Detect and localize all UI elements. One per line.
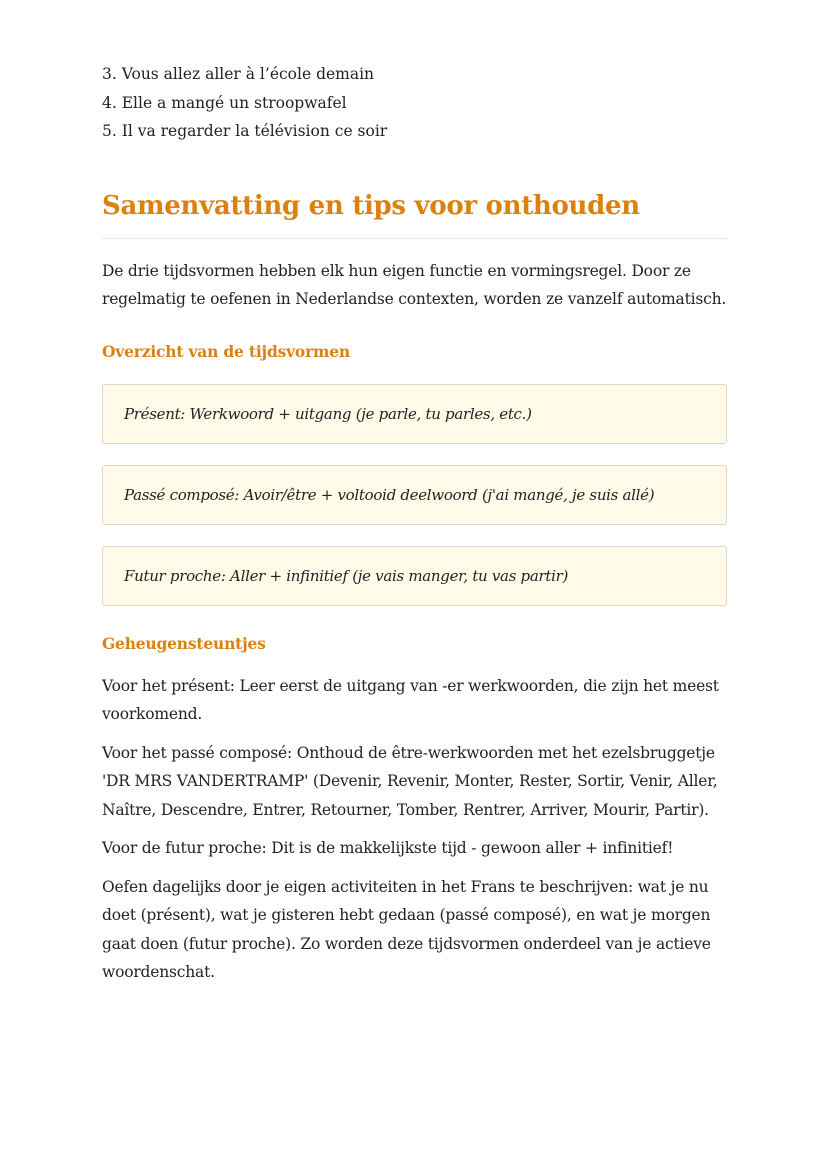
list-item: 4. Elle a mangé un stroopwafel — [102, 93, 347, 112]
list-item: 3. Vous allez aller à l’école demain — [102, 65, 375, 83]
tip-paragraph: Oefen dagelijks door je eigen activiteiten in het Frans te beschrijven: wat je nu doet (présent), wat je gisteren hebt gedaan (passé composé), en wat je morgen gaat doen (futur proche). Zo worden deze tijdsvormen onderdeel van je actieve woordenschat. — [102, 877, 711, 981]
overview-box: Présent: Werkwoord + uitgang (je parle, tu parles, etc.) — [102, 384, 727, 444]
overview-box: Passé composé: Avoir/être + voltooid deelwoord (j'ai mangé, je suis allé) — [102, 465, 727, 525]
intro-paragraph: De drie tijdsvormen hebben elk hun eigen functie en vormingsregel. Door ze regelmatig te oefenen in Nederlandse contexten, worden ze vanzelf automatisch. — [102, 261, 727, 308]
document — [102, 60, 727, 987]
overview-box: Futur proche: Aller + infinitief (je vais manger, tu vas partir) — [102, 546, 727, 606]
section-heading: Samenvatting en tips voor onthouden — [102, 186, 727, 239]
example-list — [102, 60, 727, 146]
tips-heading: Geheugensteuntjes — [102, 633, 266, 653]
tip-paragraph: Voor de futur proche: Dit is de makkelijkste tijd - gewoon aller + infinitief! — [102, 839, 674, 857]
overview-boxes — [102, 384, 727, 606]
list-item: 5. Il va regarder la télévision ce soir — [102, 122, 388, 140]
tip-paragraph: Voor het passé composé: Onthoud de être-werkwoorden met het ezelsbruggetje 'DR MRS VANDERTRAMP' (Devenir, Revenir, Monter, Rester, Sortir, Venir, Aller, Naître, Descendre, Entrer, Retourner, Tomber, Rentrer, Arriver, Mourir, Partir). — [102, 743, 718, 819]
overview-heading: Overzicht van de tijdsvormen — [102, 341, 350, 361]
tips-list — [102, 672, 727, 987]
tip-paragraph: Voor het présent: Leer eerst de uitgang van -er werkwoorden, die zijn het meest voorkomend. — [102, 676, 719, 723]
